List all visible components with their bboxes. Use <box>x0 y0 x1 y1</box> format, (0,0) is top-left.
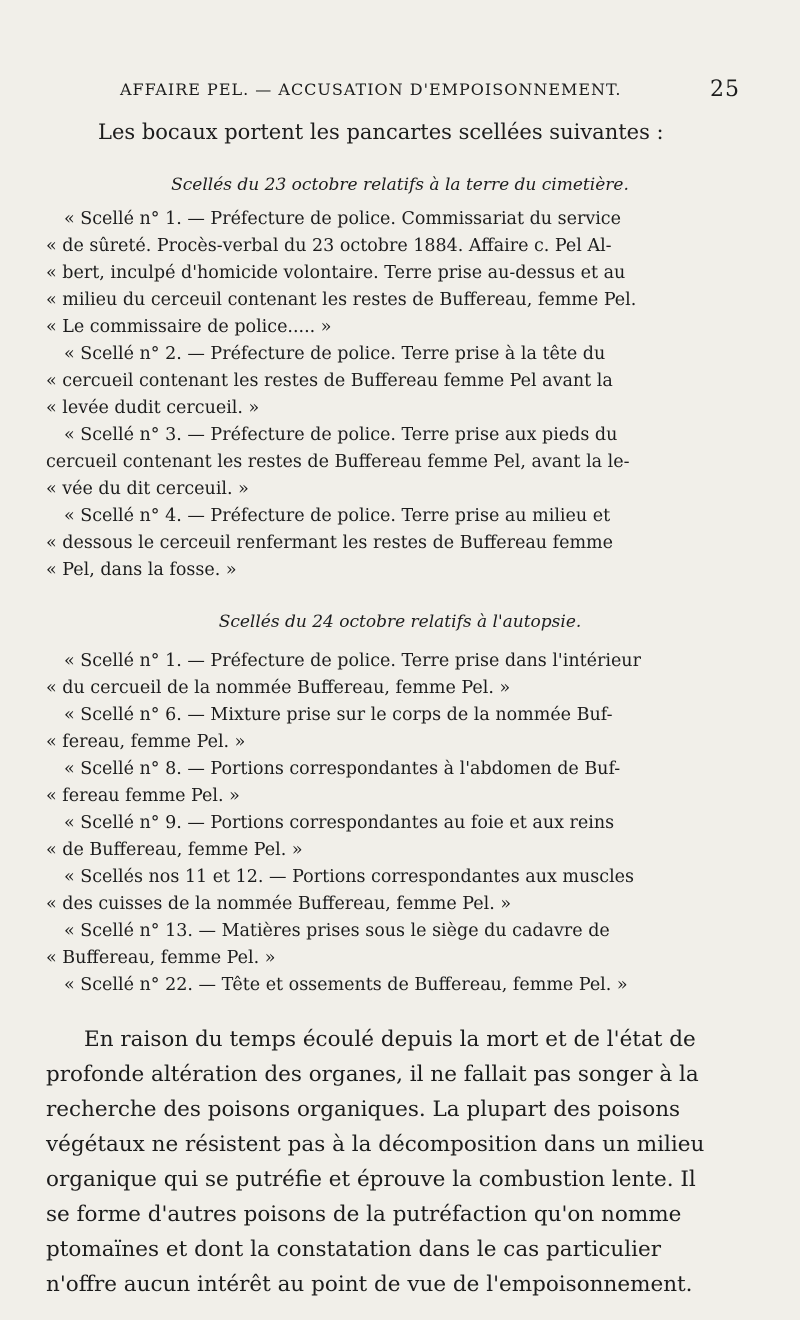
seal-entry <box>46 702 756 756</box>
body-paragraph <box>46 1022 756 1302</box>
seal-entry <box>46 864 756 918</box>
entry-line: « des cuisses de la nommée Buffereau, femme Pel. » <box>46 894 512 914</box>
entry-line: « de Buffereau, femme Pel. » <box>46 840 303 860</box>
intro-line: Les bocaux portent les pancartes scellées suivantes : <box>98 120 664 144</box>
paragraph-line: profonde altération des organes, il ne fallait pas songer à la <box>46 1062 699 1087</box>
paragraph-line: végétaux ne résistent pas à la décomposition dans un milieu <box>46 1132 705 1157</box>
entry-line: « Scellé n° 13. — Matières prises sous le siège du cadavre de <box>64 921 610 941</box>
seal-list-autopsy <box>46 648 756 999</box>
entry-line: « Scellé n° 1. — Préfecture de police. Commissariat du service <box>64 209 621 229</box>
seal-entry <box>46 503 756 584</box>
entry-line: « dessous le cerceuil renfermant les restes de Buffereau femme <box>46 533 613 553</box>
seal-entry <box>46 972 756 999</box>
entry-line: « bert, inculpé d'homicide volontaire. Terre prise au-dessus et au <box>46 263 626 283</box>
entry-line: « Scellés nos 11 et 12. — Portions correspondantes aux muscles <box>64 867 635 887</box>
seal-entry <box>46 648 756 702</box>
entry-line: « fereau, femme Pel. » <box>46 732 246 752</box>
entry-line: « Pel, dans la fosse. » <box>46 560 237 580</box>
seal-entry <box>46 918 756 972</box>
running-title: AFFAIRE PEL. — ACCUSATION D'EMPOISONNEMENT. <box>120 80 622 99</box>
seal-entry <box>46 810 756 864</box>
paragraph-line: se forme d'autres poisons de la putréfaction qu'on nomme <box>46 1202 682 1227</box>
entry-line: cercueil contenant les restes de Buffereau femme Pel, avant la le- <box>46 452 630 472</box>
paragraph-line: n'offre aucun intérêt au point de vue de l'empoisonnement. <box>46 1272 693 1297</box>
entry-line: « milieu du cerceuil contenant les restes de Buffereau, femme Pel. <box>46 290 637 310</box>
entry-line: « vée du dit cerceuil. » <box>46 479 249 499</box>
entry-line: « levée dudit cercueil. » <box>46 398 260 418</box>
page-number: 25 <box>710 77 740 102</box>
seal-entry <box>46 341 756 422</box>
paragraph-line: En raison du temps écoulé depuis la mort et de l'état de <box>84 1027 696 1052</box>
entry-line: « cercueil contenant les restes de Buffereau femme Pel avant la <box>46 371 613 391</box>
paragraph-line: organique qui se putréfie et éprouve la combustion lente. Il <box>46 1167 696 1192</box>
entry-line: « du cercueil de la nommée Buffereau, femme Pel. » <box>46 678 511 698</box>
entry-line: « de sûreté. Procès-verbal du 23 octobre 1884. Affaire c. Pel Al- <box>46 236 612 256</box>
running-header <box>120 77 740 104</box>
entry-line: « Scellé n° 6. — Mixture prise sur le corps de la nommée Buf- <box>64 705 613 725</box>
paragraph-line: ptomaïnes et dont la constatation dans le cas particulier <box>46 1237 662 1262</box>
entry-line: « Buffereau, femme Pel. » <box>46 948 276 968</box>
seal-entry <box>46 422 756 503</box>
section-heading-autopsy: Scellés du 24 octobre relatifs à l'autopsie. <box>218 612 582 632</box>
seal-entry <box>46 206 756 341</box>
seal-entry <box>46 756 756 810</box>
entry-line: « Scellé n° 8. — Portions correspondantes à l'abdomen de Buf- <box>64 759 621 779</box>
section-heading-cemetery: Scellés du 23 octobre relatifs à la terre du cimetière. <box>171 175 629 195</box>
entry-line: « Scellé n° 3. — Préfecture de police. Terre prise aux pieds du <box>64 425 618 445</box>
entry-line: « fereau femme Pel. » <box>46 786 240 806</box>
paragraph-line: recherche des poisons organiques. La plupart des poisons <box>46 1097 681 1122</box>
entry-line: « Scellé n° 2. — Préfecture de police. Terre prise à la tête du <box>64 344 606 364</box>
entry-line: « Scellé n° 9. — Portions correspondantes au foie et aux reins <box>64 813 615 833</box>
entry-line: « Scellé n° 4. — Préfecture de police. Terre prise au milieu et <box>64 506 611 526</box>
entry-line: « Scellé n° 22. — Tête et ossements de Buffereau, femme Pel. » <box>64 975 628 995</box>
entry-line: « Scellé n° 1. — Préfecture de police. Terre prise dans l'intérieur <box>64 651 641 671</box>
entry-line: « Le commissaire de police..... » <box>46 317 332 337</box>
seal-list-cemetery <box>46 206 756 584</box>
